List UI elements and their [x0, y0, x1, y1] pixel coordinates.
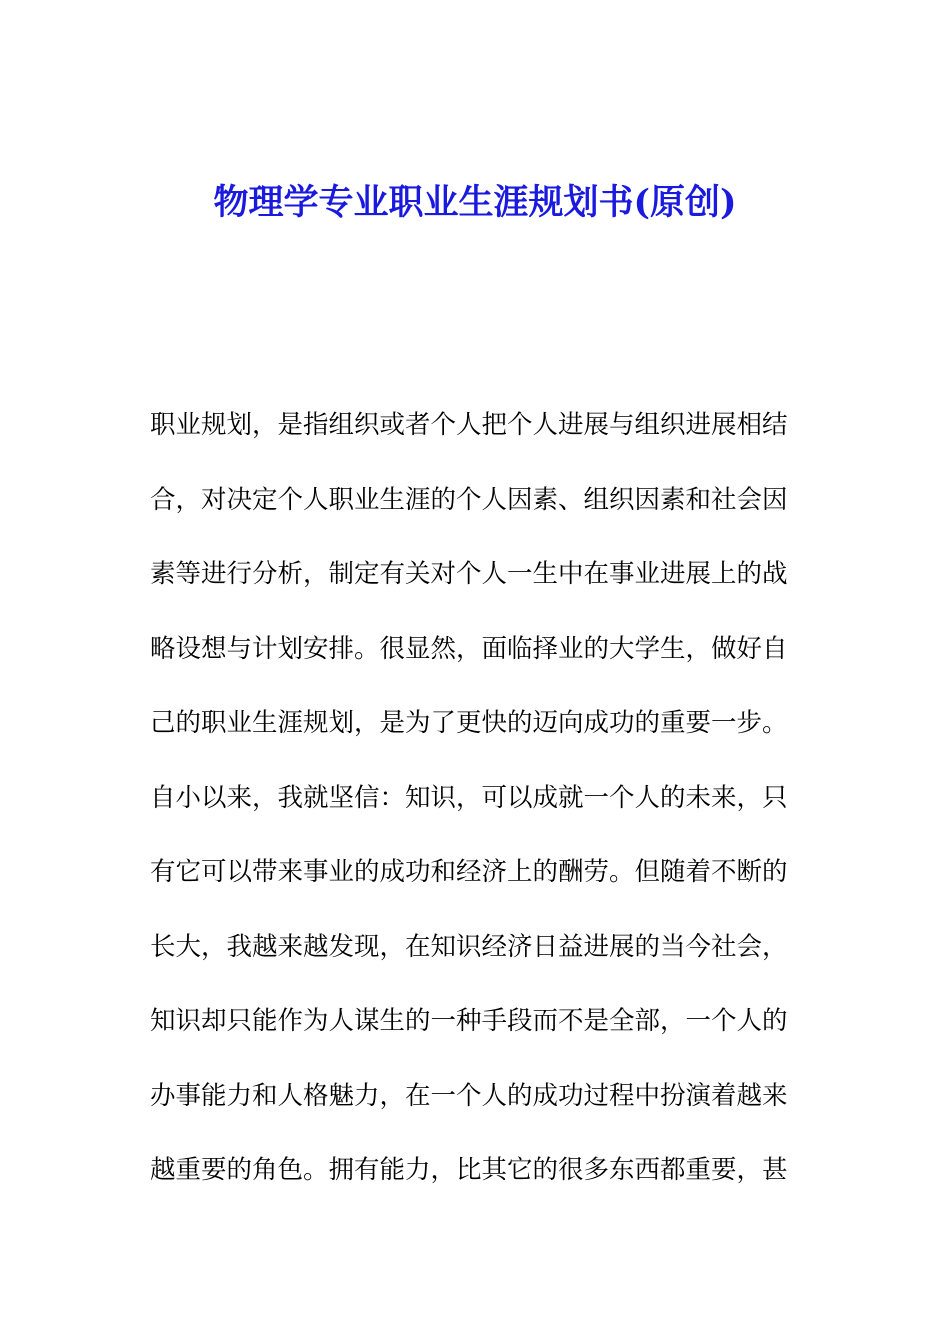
body-line: 略设想与计划安排。很显然，面临择业的大学生，做好自	[150, 633, 788, 664]
document-body	[150, 403, 800, 1223]
body-line: 自小以来，我就坚信：知识，可以成就一个人的未来，只	[150, 782, 788, 813]
body-line: 有它可以带来事业的成功和经济上的酬劳。但随着不断的	[150, 857, 788, 887]
body-line: 长大，我越来越发现，在知识经济日益进展的当今社会，	[150, 931, 788, 962]
body-line: 办事能力和人格魅力，在一个人的成功过程中扮演着越来	[150, 1080, 788, 1111]
body-line: 合，对决定个人职业生涯的个人因素、组织因素和社会因	[150, 484, 788, 515]
body-line: 己的职业生涯规划，是为了更快的迈向成功的重要一步。	[150, 708, 788, 738]
body-line: 职业规划，是指组织或者个人把个人进展与组织进展相结	[150, 410, 788, 440]
body-line: 知识却只能作为人谋生的一种手段而不是全部，一个人的	[150, 1006, 788, 1036]
body-line: 素等进行分析，制定有关对个人一生中在事业进展上的战	[150, 559, 788, 589]
document-title: 物理学专业职业生涯规划书(原创)	[213, 182, 737, 223]
body-line: 越重要的角色。拥有能力，比其它的很多东西都重要，甚	[150, 1155, 788, 1185]
